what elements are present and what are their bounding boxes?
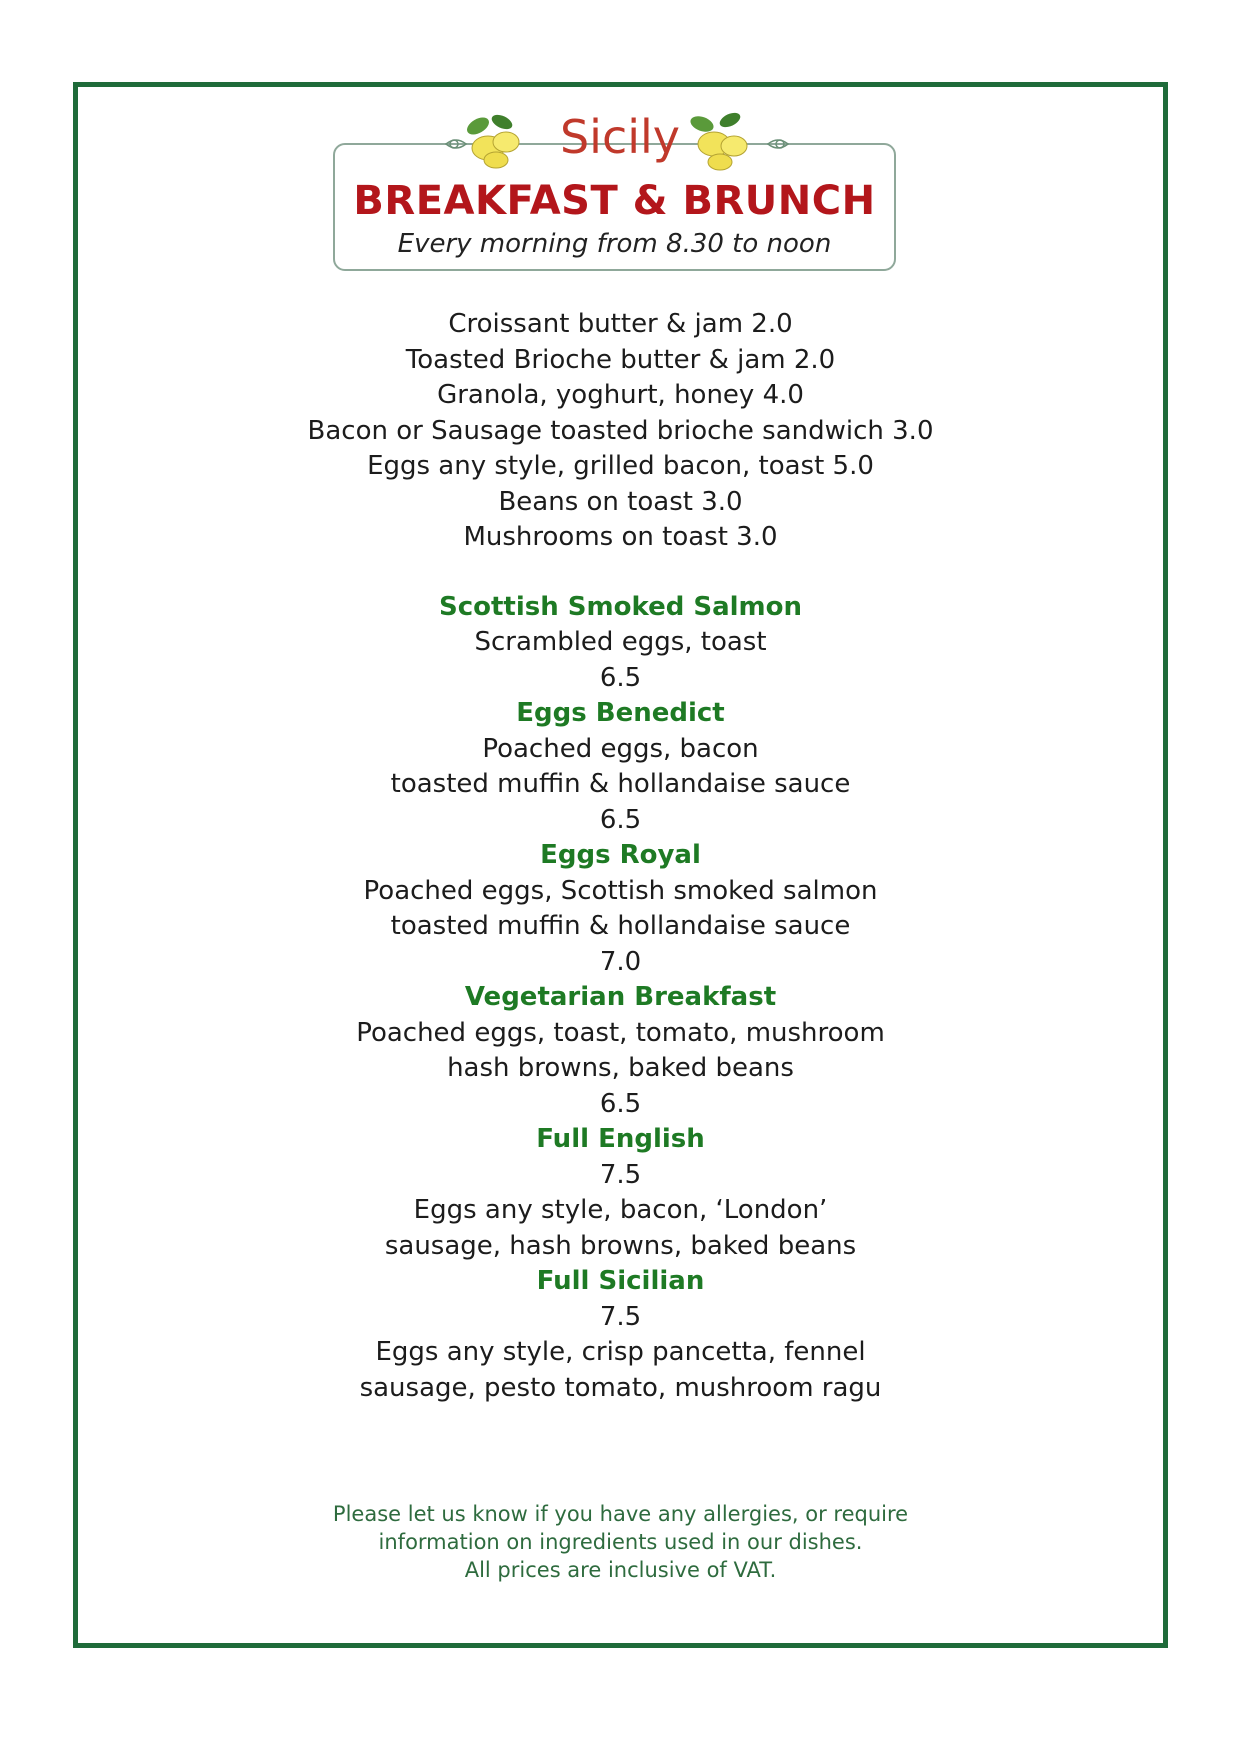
section-gap [73,556,1168,590]
dish-price: 7.5 [599,1159,642,1190]
dish-price: 6.5 [599,1088,642,1119]
dish-price: 6.5 [599,804,642,835]
dish-line: toasted muffin & hollandaise sauce [390,769,851,799]
dish-line: Poached eggs, bacon [482,733,759,764]
footer-line: Please let us know if you have any allergies, or require [332,1502,909,1526]
allergy-notice [73,1500,1168,1584]
dish-name: Full English [536,1124,705,1154]
dish-line: hash browns, baked beans [447,1053,794,1083]
menu-item: Toasted Brioche butter & jam 2.0 [405,344,836,375]
dish-price: 7.5 [599,1301,642,1332]
dish-name: Eggs Benedict [516,698,725,728]
menu-item: Beans on toast 3.0 [498,486,743,517]
dish-line: Eggs any style, crisp pancetta, fennel [375,1337,866,1367]
dish-line: sausage, pesto tomato, mushroom ragu [359,1372,882,1403]
dish-line: Eggs any style, bacon, ‘London’ [413,1195,828,1225]
dish-line: Poached eggs, Scottish smoked salmon [363,875,878,906]
menu-list [73,307,1168,1406]
dish-line: Scrambled eggs, toast [474,627,767,657]
dish-name: Full Sicilian [536,1266,705,1296]
footer-line: All prices are inclusive of VAT. [464,1558,777,1582]
dish-price: 6.5 [599,662,642,693]
dish-line: sausage, hash browns, baked beans [384,1230,857,1261]
menu-item: Eggs any style, grilled bacon, toast 5.0 [367,451,874,481]
menu-item: Granola, yoghurt, honey 4.0 [437,380,804,410]
menu-item: Mushrooms on toast 3.0 [463,522,778,552]
dish-name: Scottish Smoked Salmon [438,591,803,622]
footer-line: information on ingredients used in our dishes. [378,1530,863,1554]
page-title: BREAKFAST & BRUNCH [353,178,876,224]
menu-item: Croissant butter & jam 2.0 [448,309,793,339]
dish-name: Eggs Royal [540,840,701,870]
menu-item: Bacon or Sausage toasted brioche sandwich 3.0 [307,415,934,446]
dish-line: toasted muffin & hollandaise sauce [390,911,851,941]
dish-line: Poached eggs, toast, tomato, mushroom [356,1017,885,1048]
page-subtitle: Every morning from 8.30 to noon [397,229,832,259]
dish-price: 7.0 [599,946,642,977]
brand-logo: Sicily [559,110,681,164]
dish-name: Vegetarian Breakfast [464,982,777,1012]
